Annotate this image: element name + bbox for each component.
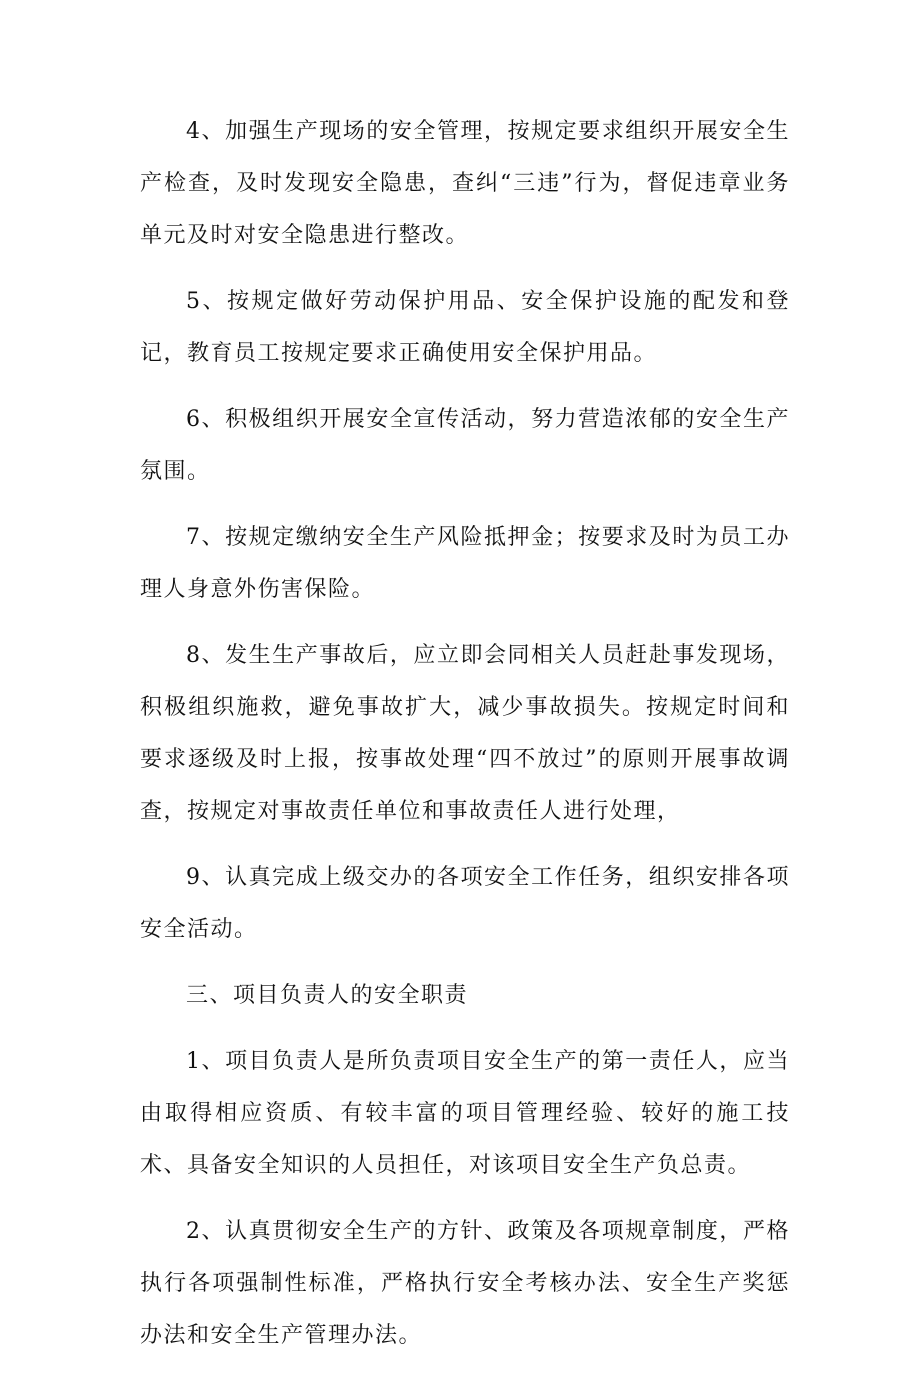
paragraph-item-1: 1、项目负责人是所负责项目安全生产的第一责任人，应当由取得相应资质、有较丰富的项目管理经验、较好的施工技术、具备安全知识的人员担任，对该项目安全生产负总责。 xyxy=(140,1049,790,1178)
document-body xyxy=(140,106,790,1376)
section-heading: 三、项目负责人的安全职责 xyxy=(186,983,469,1008)
paragraph-item-6: 6、积极组织开展安全宣传活动，努力营造浓郁的安全生产氛围。 xyxy=(140,407,790,484)
paragraph-item-2: 2、认真贯彻安全生产的方针、政策及各项规章制度，严格执行各项强制性标准，严格执行安全考核办法、安全生产奖惩办法和安全生产管理办法。 xyxy=(140,1219,790,1348)
paragraph-item-9: 9、认真完成上级交办的各项安全工作任务，组织安排各项安全活动。 xyxy=(140,865,790,942)
paragraph-item-8: 8、发生生产事故后，应立即会同相关人员赶赴事发现场，积极组织施救，避免事故扩大，减少事故损失。按规定时间和要求逐级及时上报，按事故处理“四不放过”的原则开展事故调查，按规定对事故责任单位和事故责任人进行处理， xyxy=(140,643,790,824)
paragraph-item-7: 7、按规定缴纳安全生产风险抵押金；按要求及时为员工办理人身意外伤害保险。 xyxy=(140,525,790,602)
paragraph-item-4: 4、加强生产现场的安全管理，按规定要求组织开展安全生产检查，及时发现安全隐患，查纠“三违”行为，督促违章业务单元及时对安全隐患进行整改。 xyxy=(140,119,790,248)
paragraph-item-5: 5、按规定做好劳动保护用品、安全保护设施的配发和登记，教育员工按规定要求正确使用安全保护用品。 xyxy=(140,289,790,366)
